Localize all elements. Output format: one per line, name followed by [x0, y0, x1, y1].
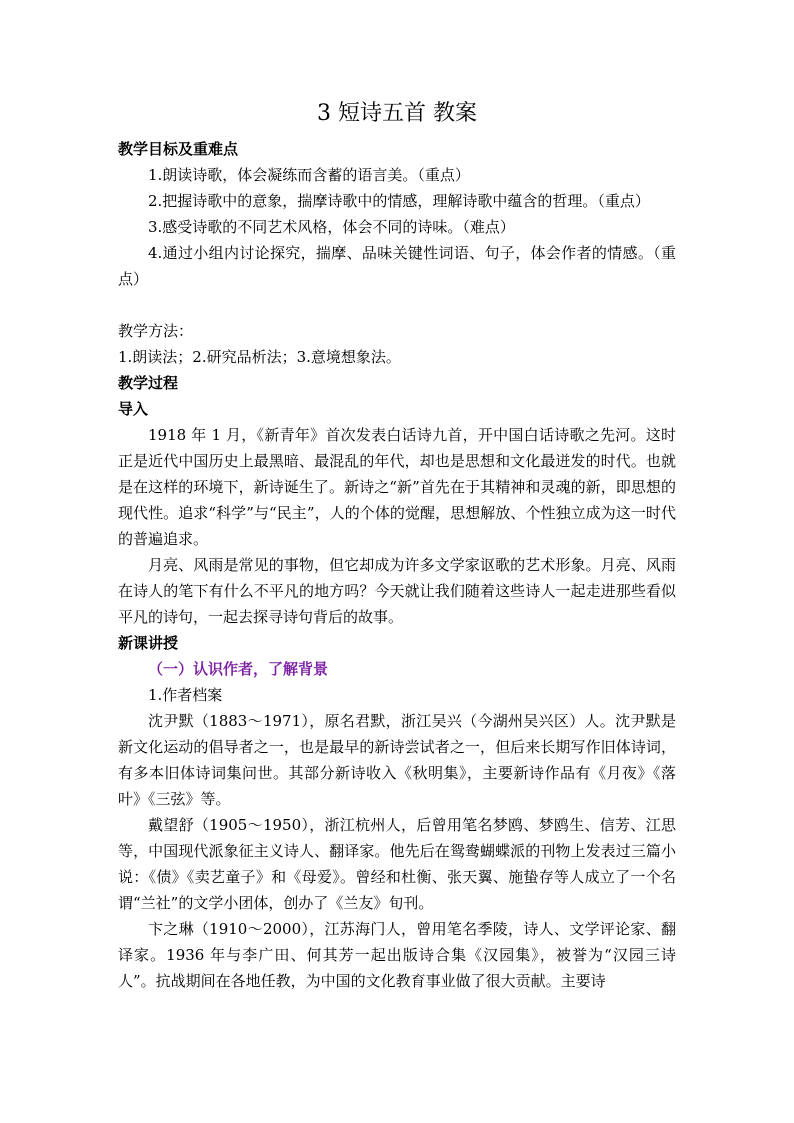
author-paragraph: 卞之琳（1910～2000），江苏海门人，曾用笔名季陵，诗人、文学评论家、翻译家。1936 年与李广田、何其芳一起出版诗合集《汉园集》，被誉为“汉园三诗人”。抗战期间在各地任教，为中国的文化教育事业做了很大贡献。主要诗	[118, 920, 676, 990]
goal-item: 3.感受诗歌的不同艺术风格，体会不同的诗味。（难点）	[148, 218, 515, 236]
goals-heading: 教学目标及重难点	[118, 140, 239, 158]
intro-paragraph: 1918 年 1 月，《新青年》首次发表白话诗九首，开中国白话诗歌之先河。这时正是近代中国历史上最黑暗、最混乱的年代，却也是思想和文化最迸发的时代。也就是在这样的环境下，新诗诞生了。新诗之“新”首先在于其精神和灵魂的新，即思想的现代性。追求“科学”与“民主”，人的个体的觉醒，思想解放、个性独立成为这一时代的普遍追求。	[118, 426, 676, 548]
new-lesson-heading: 新课讲授	[118, 634, 179, 652]
methods-heading: 教学方法：	[118, 322, 194, 340]
page-title: 3 短诗五首 教案	[317, 101, 477, 126]
goal-item: 4.通过小组内讨论探究，揣摩、品味关键性词语、句子，体会作者的情感。（重点）	[118, 244, 676, 288]
intro-paragraph: 月亮、风雨是常见的事物，但它却成为许多文学家讴歌的艺术形象。月亮、风雨在诗人的笔下有什么不平凡的地方吗？今天就让我们随着这些诗人一起走进那些看似平凡的诗句，一起去探寻诗句背后的故事。	[118, 556, 676, 626]
spacer	[118, 292, 676, 318]
goal-item: 1.朗读诗歌，体会凝练而含蓄的语言美。（重点）	[148, 166, 470, 184]
intro-heading: 导入	[118, 400, 149, 418]
author-paragraph: 戴望舒（1905～1950），浙江杭州人，后曾用笔名梦鸥、梦鸥生、信芳、江思等，中国现代派象征主义诗人、翻译家。他先后在鸳鸯蝴蝶派的刊物上发表过三篇小说：《债》《卖艺童子》和《母爱》。曾经和杜衡、张天翼、施蛰存等人成立了一个名谓“兰社”的文学小团体，创办了《兰友》旬刊。	[118, 816, 676, 912]
methods-text: 1.朗读法；2.研究品析法；3.意境想象法。	[118, 348, 401, 366]
document-page	[118, 96, 676, 994]
author-file-heading: 1.作者档案	[148, 686, 223, 704]
process-heading: 教学过程	[118, 374, 179, 392]
goal-item: 2.把握诗歌中的意象，揣摩诗歌中的情感，理解诗歌中蕴含的哲理。（重点）	[148, 192, 650, 210]
author-paragraph: 沈尹默（1883～1971），原名君默，浙江吴兴（今湖州吴兴区）人。沈尹默是新文化运动的倡导者之一，也是最早的新诗尝试者之一，但后来长期写作旧体诗词，有多本旧体诗词集问世。其部分新诗收入《秋明集》，主要新诗作品有《月夜》《落叶》《三弦》等。	[118, 712, 676, 808]
part1-heading: （一）认识作者，了解背景	[148, 660, 329, 678]
